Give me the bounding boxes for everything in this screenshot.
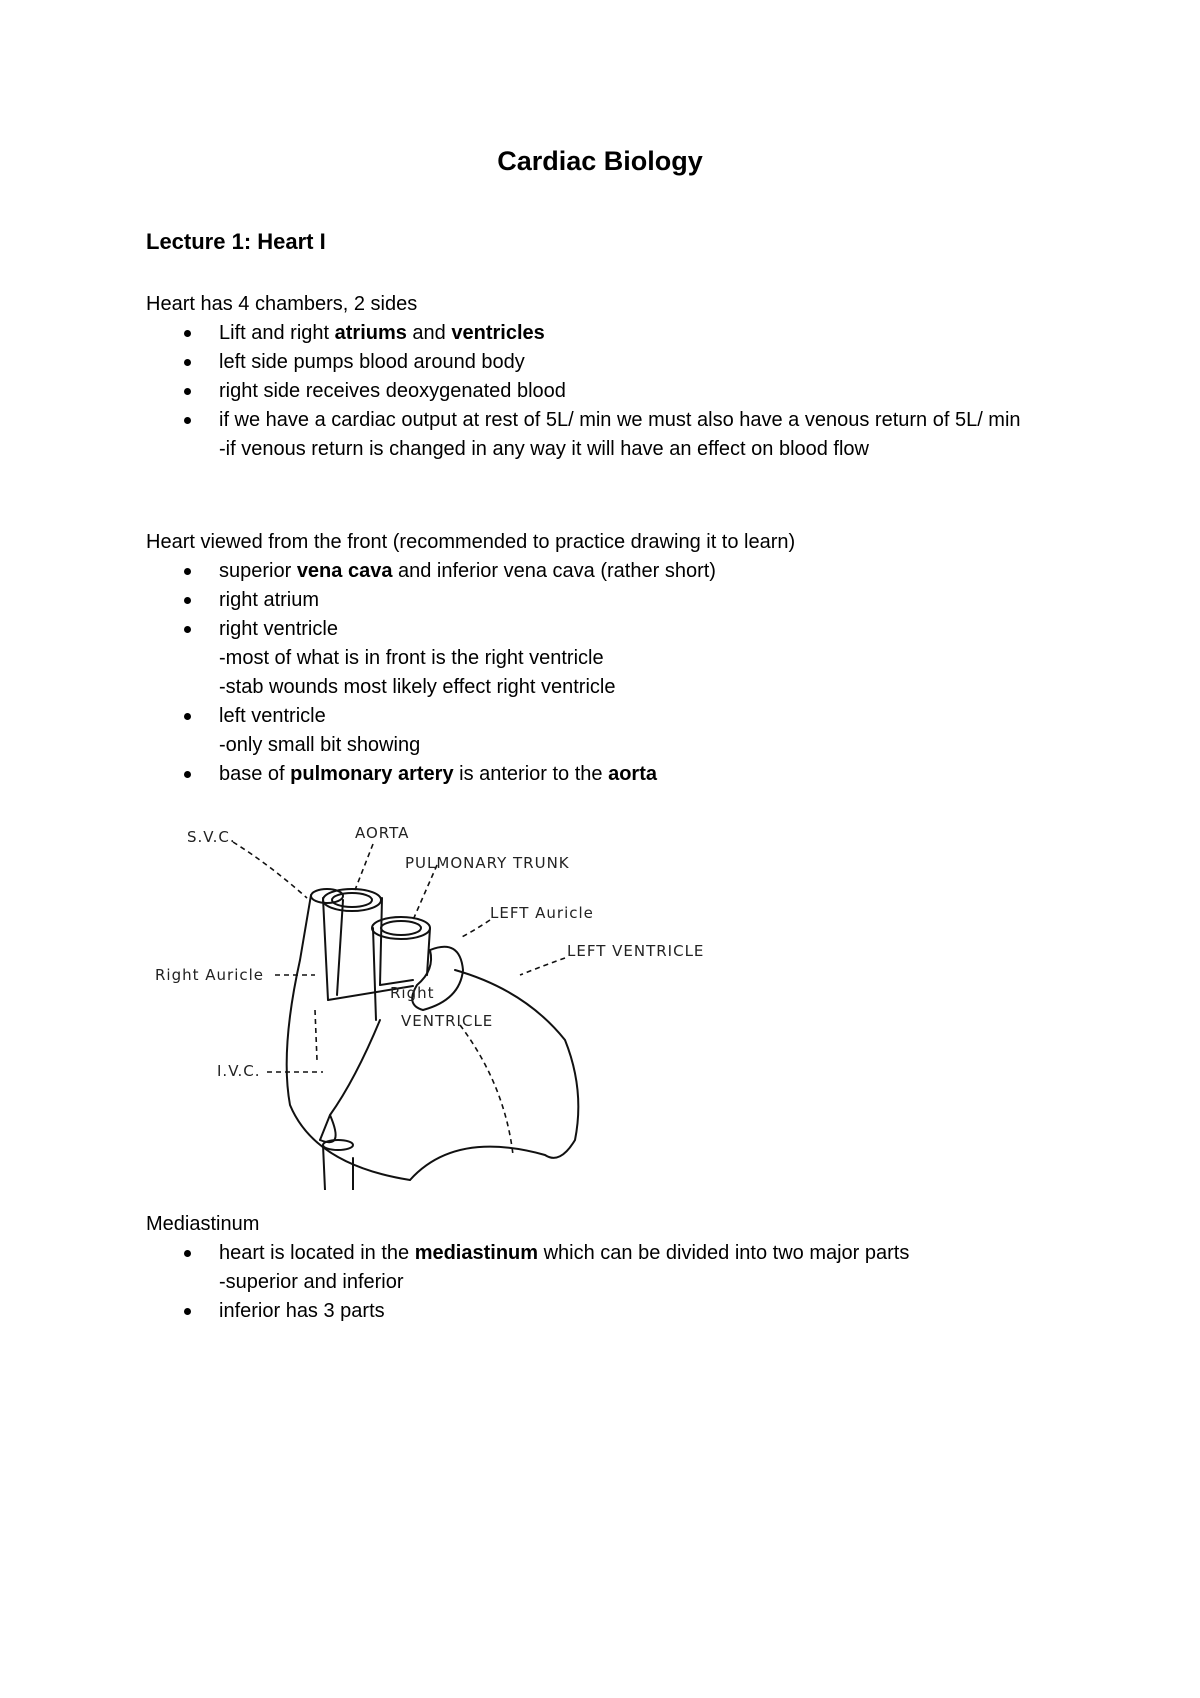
svc-right-wall <box>337 900 343 995</box>
list-item: right atrium <box>146 586 1076 615</box>
label-ivc: I.V.C. <box>217 1062 261 1080</box>
sub-note: -superior and inferior <box>219 1271 404 1293</box>
interior-dashes <box>315 1010 317 1060</box>
list-item: left ventricle -only small bit showing <box>146 702 1076 760</box>
label-right-auricle: Right Auricle <box>155 966 265 984</box>
label-right-ventricle-1: Right <box>390 984 435 1002</box>
label-svc: S.V.C. <box>187 828 236 846</box>
heart-outline <box>410 970 578 1180</box>
right-ventricle-boundary <box>460 1025 513 1155</box>
label-left-auricle: LEFT Auricle <box>490 904 594 922</box>
svc-pointer <box>233 842 307 898</box>
aorta-pointer <box>355 844 373 890</box>
heart-chambers-list <box>146 319 1076 464</box>
left-auricle-pointer <box>460 920 490 938</box>
lecture-heading: Lecture 1: Heart I <box>146 229 326 254</box>
list-item: right side receives deoxygenated blood <box>146 377 1076 406</box>
heart-diagram <box>155 820 775 1190</box>
section-mediastinum-intro: Mediastinum <box>146 1213 260 1235</box>
list-item: superior vena cava and inferior vena cava (rather short) <box>146 557 1076 586</box>
label-aorta: AORTA <box>355 824 410 842</box>
sub-note: -only small bit showing <box>219 734 421 756</box>
heart-drawing <box>155 820 775 1190</box>
list-item: inferior has 3 parts <box>146 1297 1076 1326</box>
section-heart-chambers-intro: Heart has 4 chambers, 2 sides <box>146 293 418 315</box>
label-left-ventricle: LEFT VENTRICLE <box>567 942 705 960</box>
list-item: base of pulmonary artery is anterior to the aorta <box>146 760 1076 789</box>
page-title: Cardiac Biology <box>497 146 703 176</box>
list-item: left side pumps blood around body <box>146 348 1076 377</box>
septum-line <box>320 1020 380 1140</box>
label-right-ventricle-2: VENTRICLE <box>401 1012 494 1030</box>
sub-note: -stab wounds most likely effect right ventricle <box>219 676 616 698</box>
sub-note: -most of what is in front is the right ventricle <box>219 647 604 669</box>
ivc-vessel <box>323 1145 353 1190</box>
heart-front-list <box>146 557 1076 789</box>
pulmonary-trunk-pointer <box>413 865 437 920</box>
list-item: if we have a cardiac output at rest of 5L/ min we must also have a venous return of 5L/ min -if venous return is changed in any way it will have an effect on blood flow <box>146 406 1076 464</box>
list-item: Lift and right atriums and ventricles <box>146 319 1076 348</box>
left-ventricle-pointer <box>520 958 565 975</box>
list-item: heart is located in the mediastinum which can be divided into two major parts -superior and inferior <box>146 1239 1076 1297</box>
section-heart-front-intro: Heart viewed from the front (recommended to practice drawing it to learn) <box>146 531 796 553</box>
label-pulmonary-trunk: PULMONARY TRUNK <box>405 854 570 872</box>
list-item: right ventricle -most of what is in front is the right ventricle -stab wounds most likely effect right ventricle <box>146 615 1076 702</box>
mediastinum-list <box>146 1239 1076 1326</box>
sub-note: -if venous return is changed in any way it will have an effect on blood flow <box>219 438 869 460</box>
